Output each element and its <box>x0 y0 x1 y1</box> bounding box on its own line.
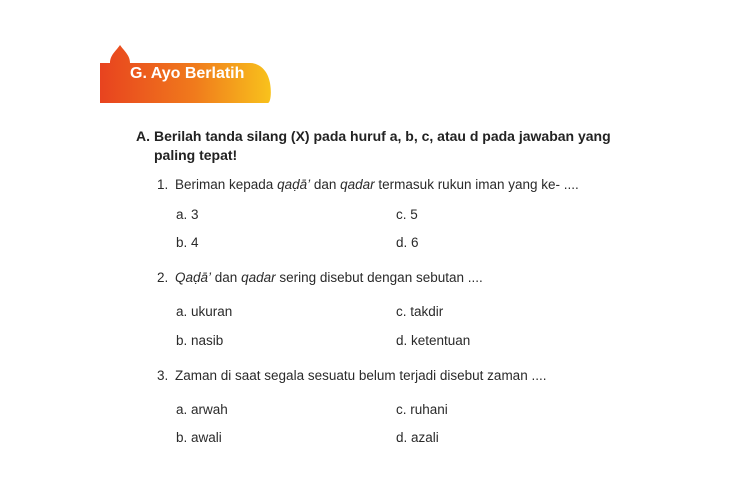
question-text: Beriman kepada <box>175 177 278 192</box>
option-3d[interactable]: d. azali <box>396 430 439 445</box>
option-1d[interactable]: d. 6 <box>396 235 419 250</box>
option-3c[interactable]: c. ruhani <box>396 402 448 417</box>
option-2a[interactable]: a. ukuran <box>176 304 233 319</box>
option-3a[interactable]: a. arwah <box>176 402 228 417</box>
question-1 <box>157 177 579 192</box>
instruction-letter: A. <box>136 128 150 144</box>
instruction-block <box>136 127 636 165</box>
section-header-badge <box>100 45 275 103</box>
option-2b[interactable]: b. nasib <box>176 333 224 348</box>
question-term: qadar <box>241 270 276 285</box>
question-text: dan <box>211 270 242 285</box>
option-1c[interactable]: c. 5 <box>396 207 418 222</box>
instruction-text: Berilah tanda silang (X) pada huruf a, b, c, atau d pada jawaban yang paling tepat! <box>154 128 611 163</box>
option-3b[interactable]: b. awali <box>176 430 222 445</box>
question-term: qaḍā’ <box>277 177 311 192</box>
option-2d[interactable]: d. ketentuan <box>396 333 471 348</box>
question-text: Zaman di saat segala sesuatu belum terjadi disebut zaman .... <box>175 368 547 383</box>
question-3 <box>157 368 546 383</box>
question-number: 3. <box>157 368 169 383</box>
question-text: dan <box>310 177 341 192</box>
question-number: 2. <box>157 270 169 285</box>
option-1a[interactable]: a. 3 <box>176 207 199 222</box>
question-text: sering disebut dengan sebutan .... <box>275 270 483 285</box>
question-term: Qaḍā’ <box>175 270 212 285</box>
option-1b[interactable]: b. 4 <box>176 235 199 250</box>
question-number: 1. <box>157 177 169 192</box>
question-text: termasuk rukun iman yang ke- .... <box>374 177 579 192</box>
question-2 <box>157 270 483 285</box>
question-term: qadar <box>340 177 375 192</box>
section-title: G. Ayo Berlatih <box>130 65 245 82</box>
option-2c[interactable]: c. takdir <box>396 304 444 319</box>
